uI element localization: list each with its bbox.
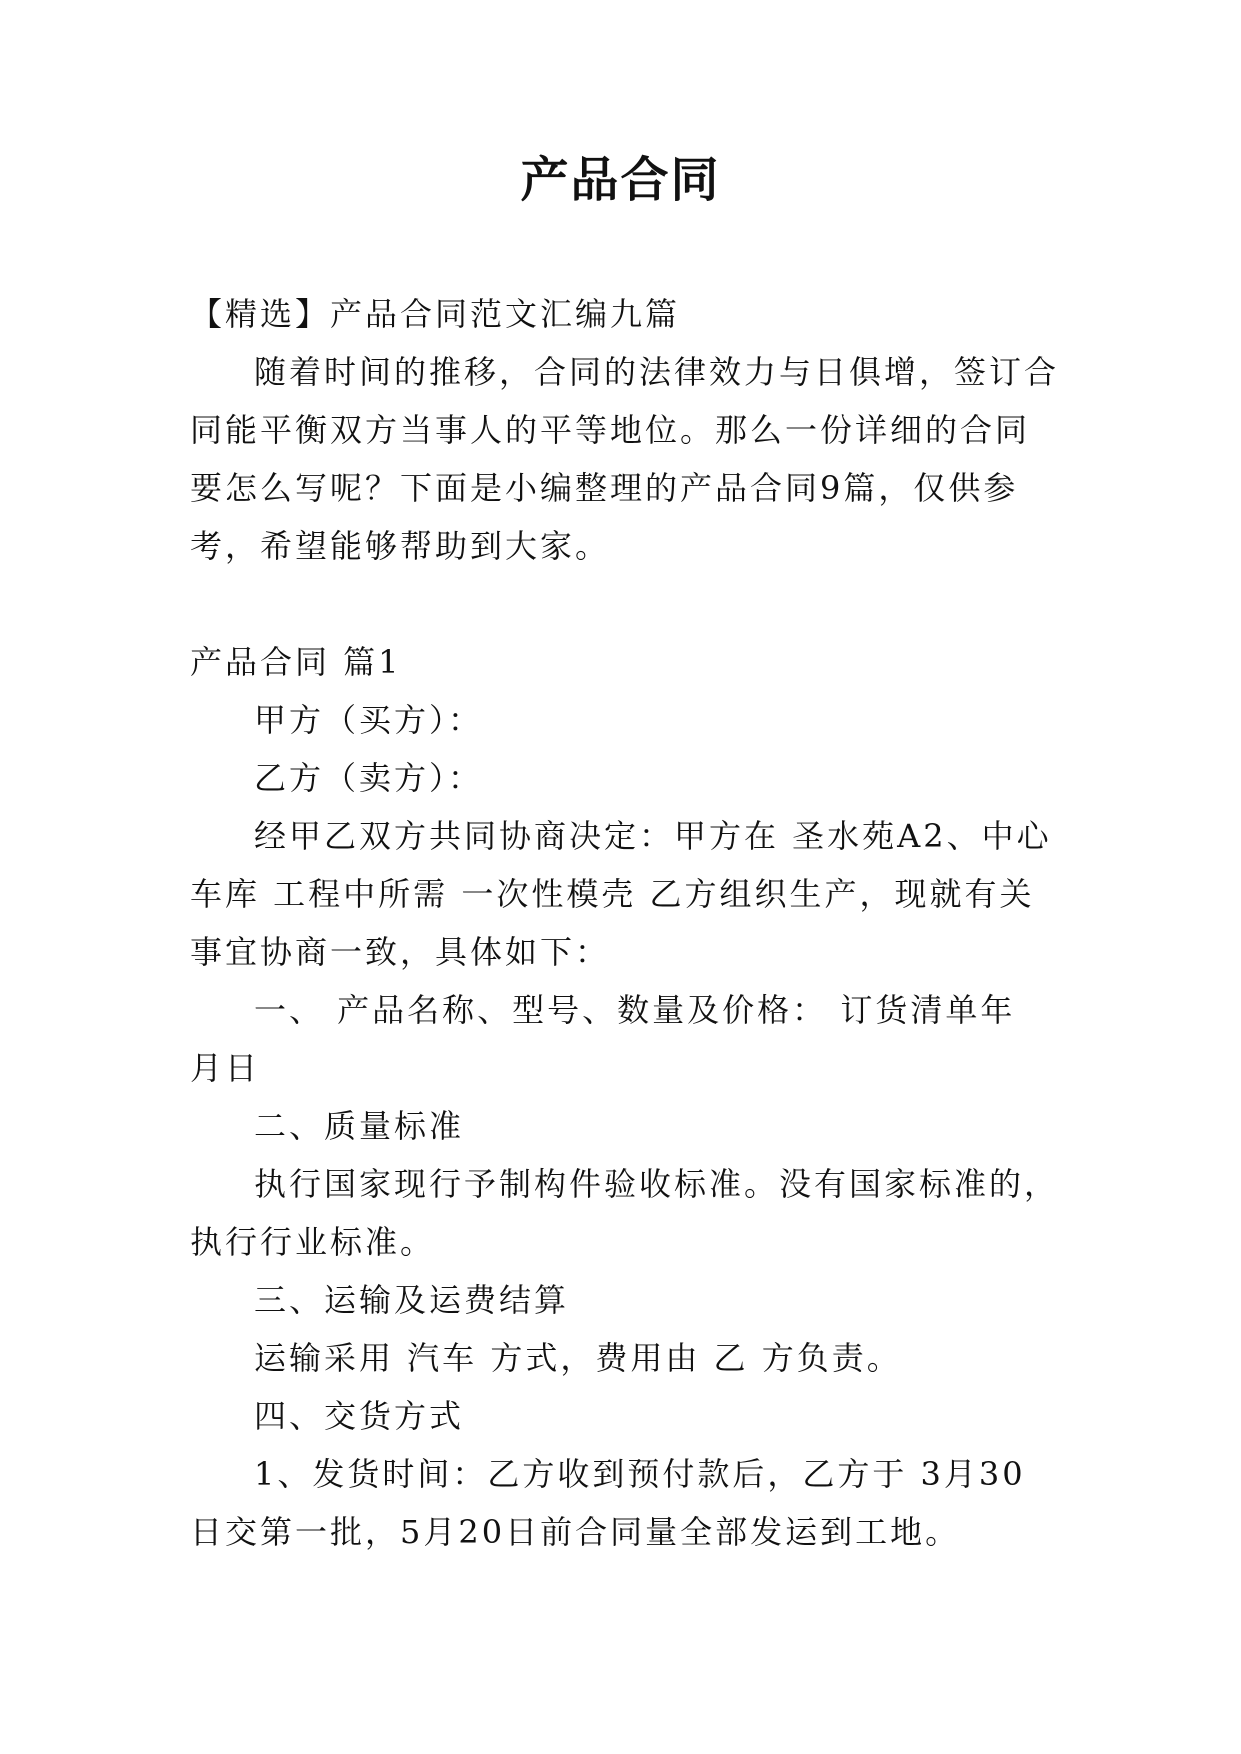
party-a-line: 甲方（买方）： xyxy=(254,701,484,739)
clause-3-text: 运输采用 汽车 方式，费用由 乙 方负责。 xyxy=(254,1339,902,1377)
document-body xyxy=(190,285,1060,1561)
clause-3-heading: 三、运输及运费结算 xyxy=(254,1281,570,1319)
clause-2-heading: 二、质量标准 xyxy=(254,1107,465,1145)
document-subtitle: 【精选】产品合同范文汇编九篇 xyxy=(190,295,681,333)
document-title: 产品合同 xyxy=(520,152,721,208)
party-b-line: 乙方（卖方）： xyxy=(254,759,484,797)
clause-2-text: 执行国家现行予制构件验收标准。没有国家标准的，执行行业标准。 xyxy=(190,1165,1060,1261)
clause-4-heading: 四、交货方式 xyxy=(254,1397,465,1435)
clause-4-item-1: 1、发货时间：乙方收到预付款后，乙方于 3月30日交第一批，5月20日前合同量全部发运到工地。 xyxy=(190,1455,1026,1551)
section-heading: 产品合同 篇1 xyxy=(190,643,402,681)
agreement-paragraph: 经甲乙双方共同协商决定：甲方在 圣水苑A2、中心车库 工程中所需 一次性模壳 乙方组织生产，现就有关事宜协商一致，具体如下： xyxy=(190,817,1052,971)
intro-paragraph: 随着时间的推移，合同的法律效力与日俱增，签订合同能平衡双方当事人的平等地位。那么一份详细的合同要怎么写呢？下面是小编整理的产品合同9篇，仅供参考，希望能够帮助到大家。 xyxy=(190,353,1060,565)
clause-1-heading: 一、 产品名称、型号、数量及价格： 订货清单年 月日 xyxy=(190,991,1016,1087)
section-spacer xyxy=(190,575,1060,633)
